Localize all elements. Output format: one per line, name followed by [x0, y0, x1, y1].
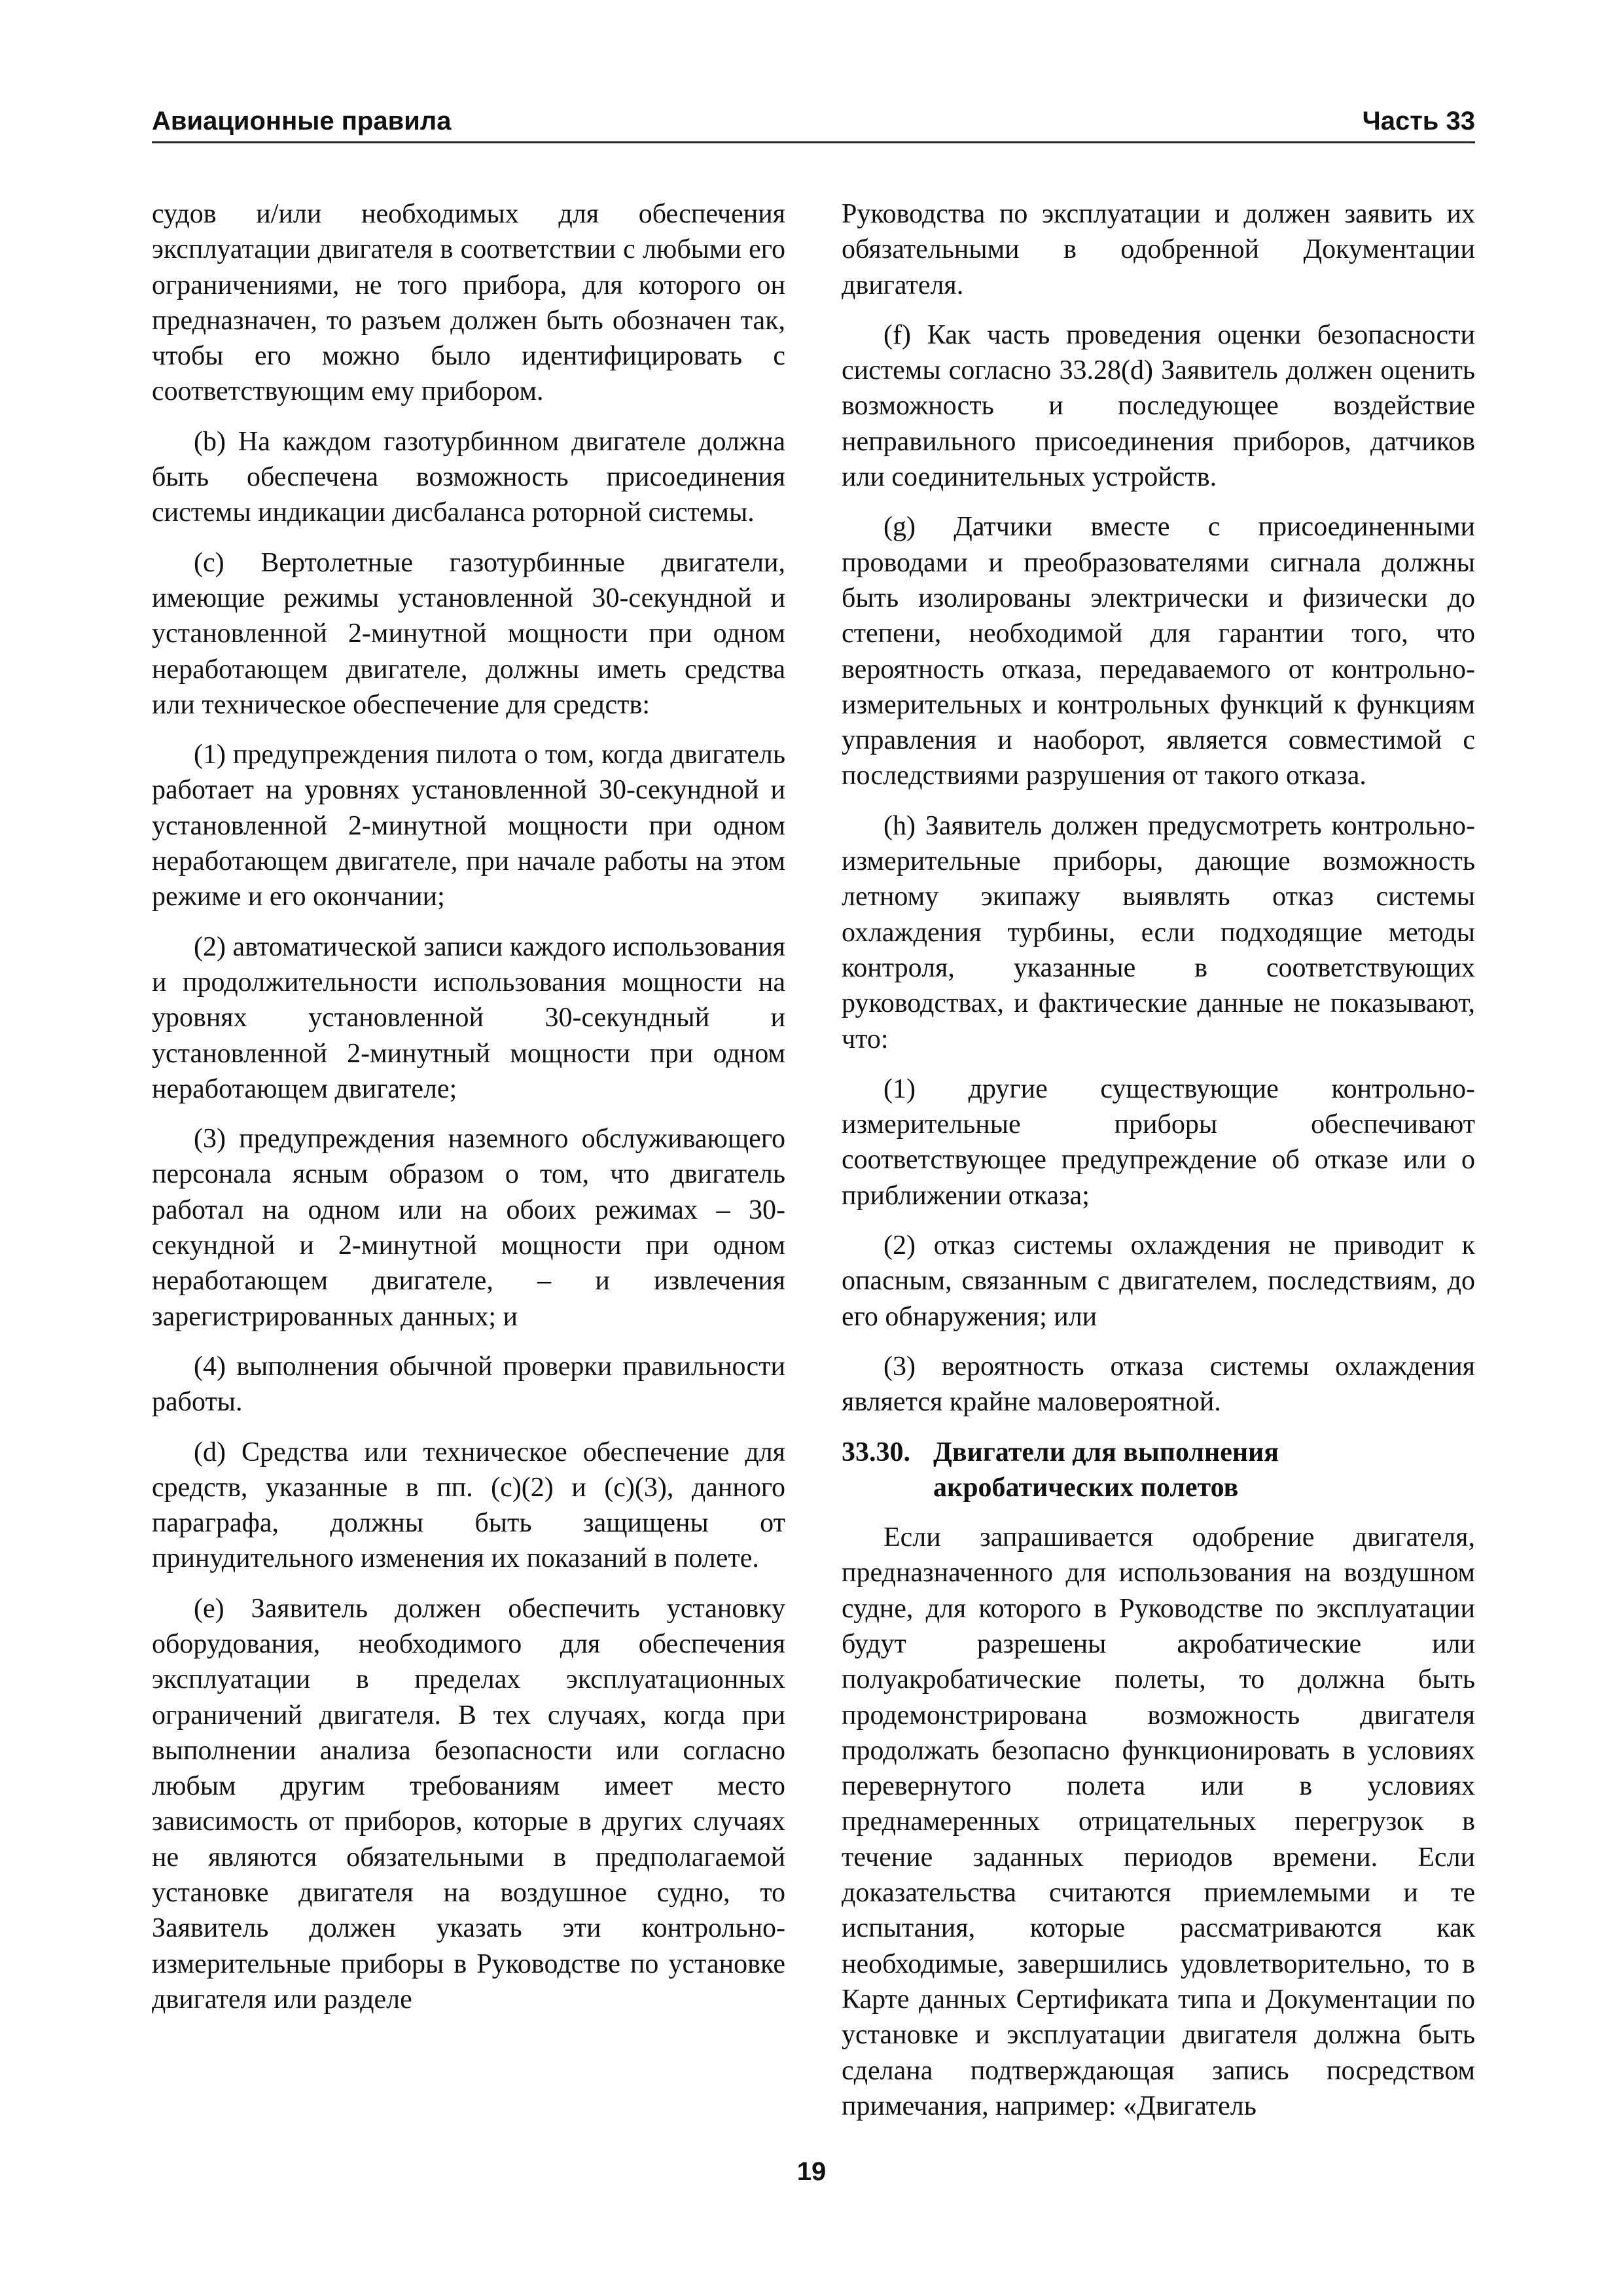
- section-number: 33.30.: [842, 1437, 910, 1467]
- paragraph: (e) Заявитель должен обеспечить установку оборудования, необходимого для обеспечения эксплуатации в пределах эксплуатационных ограничений двигателя. В тех случаях, когда при выполнении анализа безопасности или согласно любым другим требованиям имеет место зависимость от приборов, которые в других случаях не являются обязательными в предполагаемой установке двигателя на воздушное судно, то Заявитель должен указать эти контрольно-измерительные приборы в Руководстве по установке двигателя или разделе: [152, 1593, 785, 2015]
- paragraph: (h) Заявитель должен предусмотреть контрольно-измерительные приборы, дающие возможность летному экипажу выявлять отказ системы охлаждения турбины, если подходящие методы контроля, указанные в соответствующих руководствах, и фактические данные не показывают, что:: [842, 810, 1475, 1054]
- paragraph: (1) предупреждения пилота о том, когда двигатель работает на уровнях установленной 30-секундной и установленной 2-минутной мощности при одном неработающем двигателе, при начале работы на этом режиме и его окончании;: [152, 740, 785, 912]
- paragraph: (2) автоматической записи каждого использования и продолжительности использования мощности на уровнях установленной 30-секундный и установленной 2-минутный мощности при одном неработающем двигателе;: [152, 931, 785, 1104]
- paragraph: (3) вероятность отказа системы охлаждения является крайне маловероятной.: [842, 1351, 1475, 1418]
- paragraph: (f) Как часть проведения оценки безопасности системы согласно 33.28(d) Заявитель должен оценить возможность и последующее воздействие неправильного присоединения приборов, датчиков или соединительных устройств.: [842, 319, 1475, 493]
- page-number: 19: [796, 2157, 827, 2186]
- paragraph: (c) Вертолетные газотурбинные двигатели, имеющие режимы установленной 30-секундной и установленной 2-минутной мощности при одном неработающем двигателе, должны иметь средства или техническое обеспечение для средств:: [152, 547, 785, 720]
- paragraph: Руководства по эксплуатации и должен заявить их обязательными в одобренной Документации двигателя.: [842, 199, 1475, 300]
- paragraph: (g) Датчики вместе с присоединенными проводами и преобразователями сигнала должны быть изолированы электрически и физически до степени, необходимой для гарантии того, что вероятность отказа, передаваемого от контрольно-измерительных и контрольных функций к функциям управления и наоборот, является совместимой с последствиями разрушения от такого отказа.: [842, 512, 1475, 791]
- section-paragraph: Если запрашивается одобрение двигателя, предназначенного для использования на воздушном судне, для которого в Руководстве по эксплуатации будут разрешены акробатические или полуакробатические полеты, то должна быть продемонстрирована возможность двигателя продолжать безопасно функционировать в условиях перевернутого полета или в условиях преднамеренных отрицательных перегрузок в течение заданных периодов времени. Если доказательства считаются приемлемыми и те испытания, которые рассматриваются как необходимые, завершились удовлетворительно, то в Карте данных Сертификата типа и Документации по установке и эксплуатации двигателя должна быть сделана подтверждающая запись посредством примечания, например: «Двигатель: [842, 1522, 1475, 2121]
- header-document-title: Авиационные правила: [152, 107, 452, 135]
- paragraph: (1) другие существующие контрольно-измерительные приборы обеспечивают соответствующее предупреждение об отказе или о приближении отказа;: [842, 1073, 1475, 1211]
- section-heading: [842, 1435, 1475, 1506]
- paragraph: (4) выполнения обычной проверки правильности работы.: [152, 1351, 785, 1418]
- right-column: [842, 196, 1475, 2138]
- page-header: [152, 105, 1475, 143]
- left-column: [152, 196, 785, 2032]
- section-title-line2: акробатических полетов: [933, 1472, 1239, 1503]
- header-part-label: Часть 33: [1362, 107, 1475, 135]
- paragraph: судов и/или необходимых для обеспечения эксплуатации двигателя в соответствии с любыми его ограничениями, не того прибора, для которого он предназначен, то разъем должен быть обозначен так, чтобы его можно было идентифицировать с соответствующим ему прибором.: [152, 199, 785, 407]
- paragraph: (2) отказ системы охлаждения не приводит к опасным, связанным с двигателем, последствиям, до его обнаружения; или: [842, 1230, 1475, 1332]
- section-title-line1: Двигатели для выполнения: [933, 1437, 1279, 1467]
- paragraph: (d) Средства или техническое обеспечение для средств, указанные в пп. (c)(2) и (c)(3), данного параграфа, должны быть защищены от принудительного изменения их показаний в полете.: [152, 1437, 785, 1574]
- paragraph: (b) На каждом газотурбинном двигателе должна быть обеспечена возможность присоединения системы индикации дисбаланса роторной системы.: [152, 426, 785, 528]
- paragraph: (3) предупреждения наземного обслуживающего персонала ясным образом о том, что двигатель работал на одном или на обоих режимах – 30-секундной и 2-минутной мощности при одном неработающем двигателе, – и извлечения зарегистрированных данных; и: [152, 1124, 785, 1332]
